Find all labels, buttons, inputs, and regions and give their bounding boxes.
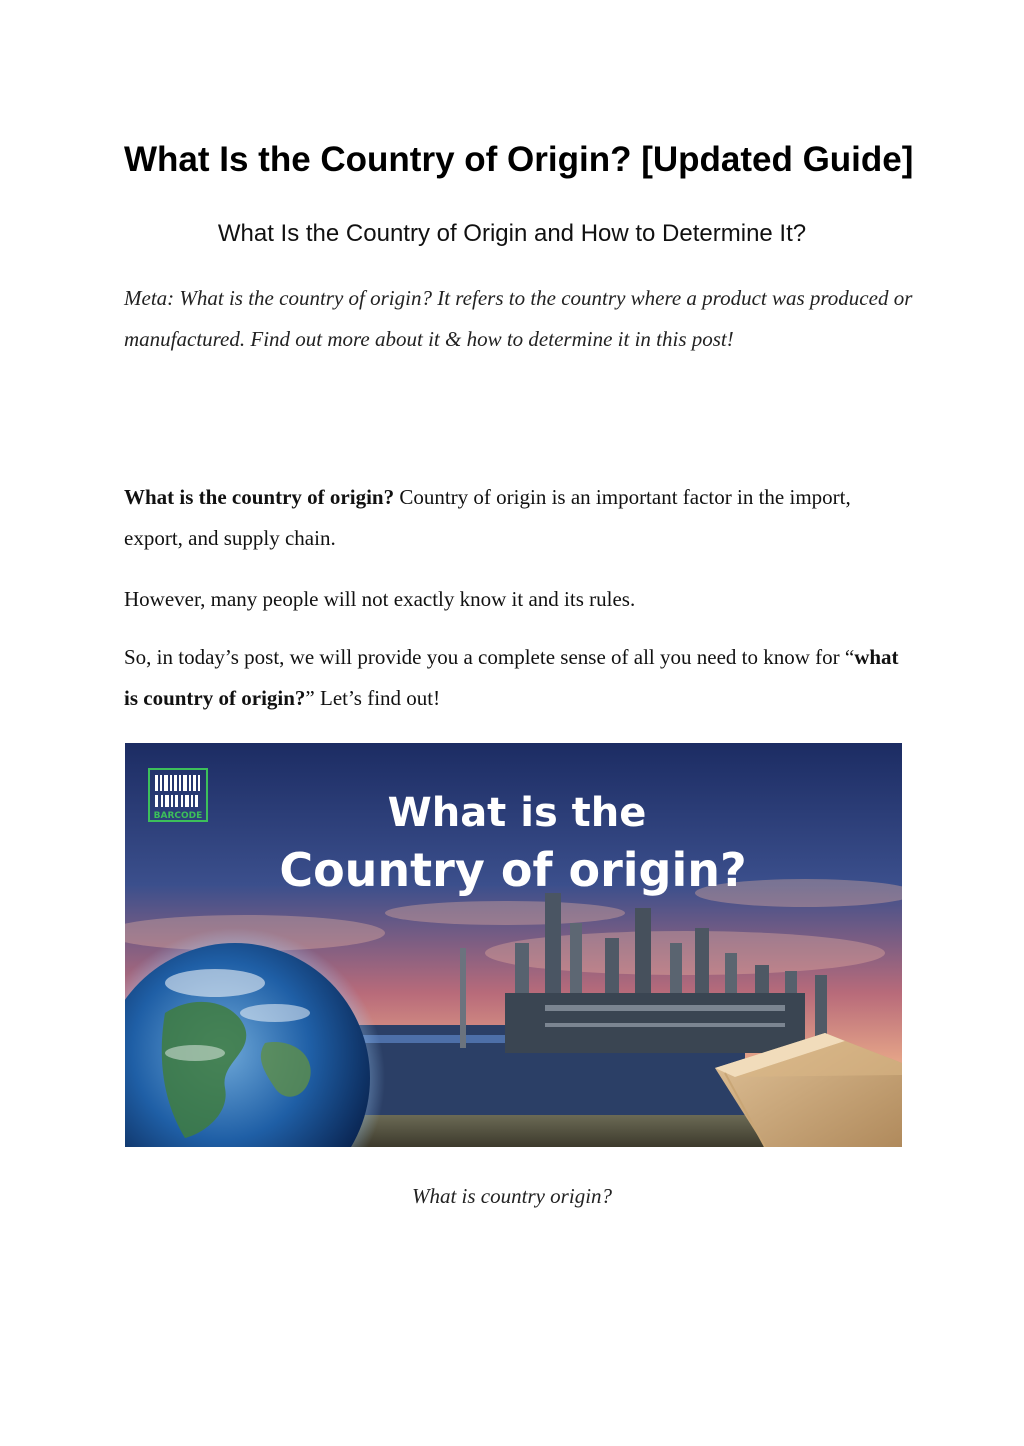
image-caption: What is country origin? <box>411 1184 613 1208</box>
intro-paragraph-2: However, many people will not exactly know it and its rules. <box>124 587 636 611</box>
intro-paragraph-3-bold: what is country of origin? <box>124 645 899 710</box>
intro-bold-question: What is the country of origin? <box>124 485 395 509</box>
intro-paragraph-1-text: Country of origin is an important factor in the import, export, and supply chain. <box>124 485 851 550</box>
intro-paragraph-3-end: ” Let’s find out! <box>305 686 441 710</box>
page-subtitle: What Is the Country of Origin and How to Determine It? <box>217 220 807 247</box>
hero-image <box>125 743 902 1147</box>
hero-heading-line-1: What is the <box>387 790 647 836</box>
hero-heading-line-2: Country of origin? <box>279 843 747 897</box>
barcode-logo-text: BARCODE <box>153 811 203 821</box>
intro-paragraph-1 <box>124 477 914 559</box>
page-title: What Is the Country of Origin? [Updated Guide] <box>124 140 914 179</box>
intro-paragraph-3-start: So, in today’s post, we will provide you a complete sense of all you need to know for “ <box>124 645 855 669</box>
intro-paragraph-3 <box>124 637 914 719</box>
meta-description: Meta: What is the country of origin? It refers to the country where a product was produced or manufactured. Find out more about it & how to determine it in this post! <box>124 286 913 351</box>
